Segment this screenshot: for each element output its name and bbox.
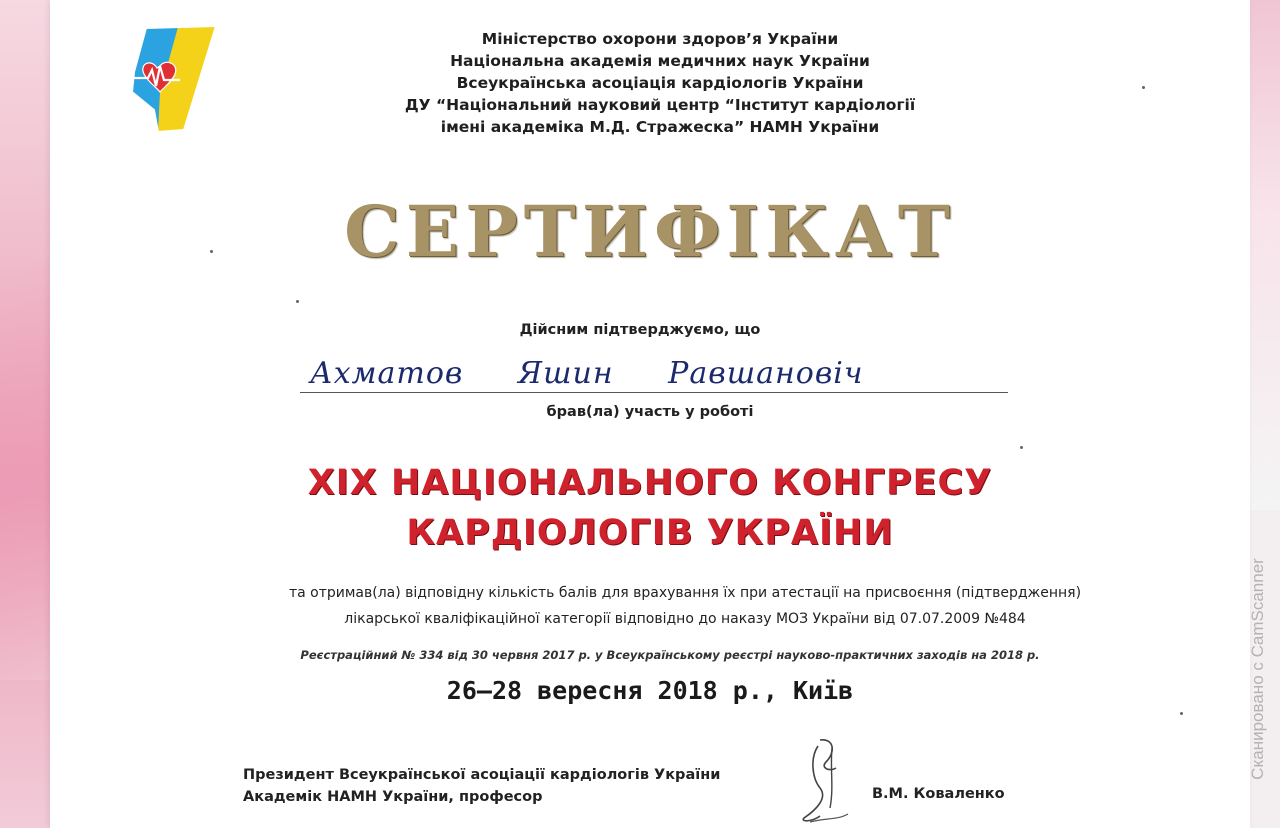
right-background-strip	[1250, 0, 1280, 510]
event-date: 26–28 вересня 2018 р., Київ	[446, 676, 854, 705]
president-title	[243, 764, 803, 808]
congress-line: КАРДІОЛОГІВ УКРАЇНИ	[406, 513, 894, 553]
president-line: Президент Всеукраїнської асоціації кардіологів України	[243, 767, 721, 783]
confirm-text: Дійсним підтверджуємо, що	[519, 322, 761, 338]
speck	[210, 250, 213, 253]
speck	[1020, 446, 1023, 449]
header-line: Національна академія медичних наук України	[450, 52, 870, 70]
points-text	[230, 580, 1140, 632]
header-line: імені академіка М.Д. Стражеска” НАМН України	[440, 118, 880, 136]
issuing-organizations	[330, 28, 990, 138]
speck	[296, 300, 299, 303]
president-line: Академік НАМН України, професор	[243, 789, 543, 805]
scanner-watermark-text: Сканировано с CamScanner	[1248, 558, 1268, 780]
certificate-title: СЕРТИФІКАТ	[344, 190, 956, 273]
header-line: Всеукраїнська асоціація кардіологів України	[456, 74, 864, 92]
took-part-text: брав(ла) участь у роботі	[546, 404, 754, 420]
cardiology-association-logo-icon	[124, 22, 220, 134]
signer-name: В.М. Коваленко	[872, 786, 1005, 802]
points-line: та отримав(ла) відповідну кількість балів для врахування їх при атестації на присвоєння (підтвердження)	[288, 585, 1082, 601]
congress-line: XIX НАЦІОНАЛЬНОГО КОНГРЕСУ	[307, 463, 993, 503]
header-line: ДУ “Національний науковий центр “Інститут кардіології	[404, 96, 916, 114]
speck	[1142, 86, 1145, 89]
name-underline	[300, 392, 1008, 393]
speck	[1180, 712, 1183, 715]
scanner-watermark	[1243, 510, 1273, 828]
points-line: лікарської кваліфікаційної категорії відповідно до наказу МОЗ України від 07.07.2009 №484	[344, 611, 1026, 627]
signature-icon	[790, 728, 860, 828]
congress-name	[220, 458, 1080, 558]
participant-name: Ахматов Яшин Равшановіч	[310, 356, 864, 391]
registration-text: Реєстраційний № 334 від 30 червня 2017 р. у Всеукраїнському реєстрі науково-практичних заходів на 2018 р.	[300, 648, 1040, 662]
header-line: Міністерство охорони здоров’я України	[481, 30, 839, 48]
